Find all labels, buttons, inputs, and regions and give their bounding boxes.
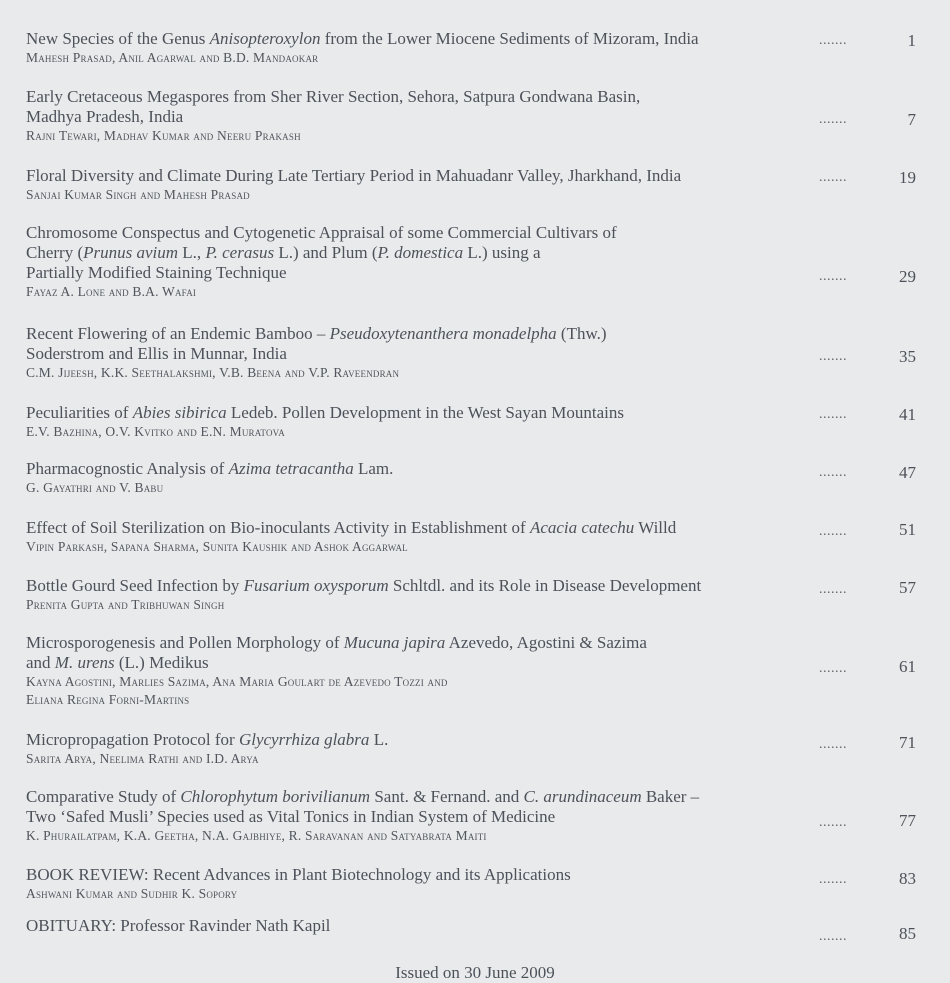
- article-authors: Rajni Tewari, Madhav Kumar and Neeru Prakash: [26, 128, 301, 143]
- page-number: 29: [899, 267, 916, 286]
- leader-dots: .......: [819, 815, 847, 830]
- article-authors: Mahesh Prasad, Anil Agarwal and B.D. Mandaokar: [26, 50, 319, 65]
- page-number: 19: [899, 168, 916, 187]
- page-number: 35: [899, 347, 916, 366]
- leader-dots: .......: [819, 582, 847, 597]
- article-authors: Prenita Gupta and Tribhuwan Singh: [26, 597, 225, 612]
- toc-entry: [26, 166, 926, 204]
- leader-dots: .......: [819, 929, 847, 944]
- article-title: Comparative Study of Chlorophytum borivilianum Sant. & Fernand. and C. arundinaceum Baker – Two ‘Safed Musli’ Species used as Vital Tonics in Indian System of Medicine: [26, 787, 700, 826]
- toc-entry: [26, 916, 926, 944]
- leader-dots: .......: [819, 349, 847, 364]
- article-title: Pharmacognostic Analysis of Azima tetracantha Lam.: [26, 459, 394, 478]
- article-title: Floral Diversity and Climate During Late Tertiary Period in Mahuadanr Valley, Jharkhand, India: [26, 166, 682, 185]
- article-title: Recent Flowering of an Endemic Bamboo – Pseudoxytenanthera monadelpha (Thw.) Soderstrom and Ellis in Munnar, India: [26, 324, 607, 363]
- page-number: 77: [899, 811, 916, 830]
- species-name: C. arundinaceum: [523, 787, 642, 806]
- toc-entry: [26, 576, 926, 614]
- page-number: 51: [899, 520, 916, 539]
- article-authors: Sarita Arya, Neelima Rathi and I.D. Arya: [26, 751, 259, 766]
- leader-dots: .......: [819, 872, 847, 887]
- species-name: Acacia catechu: [529, 518, 635, 537]
- article-authors: C.M. Jijeesh, K.K. Seethalakshmi, V.B. Beena and V.P. Raveendran: [26, 365, 400, 380]
- leader-dots: .......: [819, 661, 847, 676]
- species-name: P. domestica: [377, 243, 464, 262]
- article-title: Microsporogenesis and Pollen Morphology of Mucuna japira Azevedo, Agostini & Sazima and M. urens (L.) Medikus: [26, 633, 647, 672]
- article-title: Micropropagation Protocol for Glycyrrhiza glabra L.: [26, 730, 389, 749]
- leader-dots: .......: [819, 112, 847, 127]
- toc-entry: [26, 223, 926, 301]
- page-number: 57: [899, 578, 916, 597]
- species-name: Chlorophytum borivilianum: [180, 787, 371, 806]
- page-number: 83: [899, 869, 916, 888]
- leader-dots: .......: [819, 33, 847, 48]
- toc-entry: [26, 730, 926, 768]
- article-authors: Vipin Parkash, Sapana Sharma, Sunita Kaushik and Ashok Aggarwal: [26, 539, 408, 554]
- leader-dots: .......: [819, 737, 847, 752]
- species-name: Anisopteroxylon: [209, 29, 321, 48]
- toc-entry: [26, 403, 926, 441]
- leader-dots: .......: [819, 524, 847, 539]
- toc-entry: [26, 518, 926, 556]
- page-number: 71: [899, 733, 916, 752]
- species-name: Fusarium oxysporum: [243, 576, 389, 595]
- article-authors: Sanjai Kumar Singh and Mahesh Prasad: [26, 187, 250, 202]
- article-title: Effect of Soil Sterilization on Bio-inoculants Activity in Establishment of Acacia catechu Willd: [26, 518, 677, 537]
- article-authors: Kayna Agostini, Marlies Sazima, Ana Maria Goulart de Azevedo Tozzi and Eliana Regina Forni-Martins: [26, 674, 448, 707]
- toc-entry: [26, 865, 926, 903]
- page-number: 47: [899, 463, 916, 482]
- article-authors: E.V. Bazhina, O.V. Kvitko and E.N. Muratova: [26, 424, 285, 439]
- toc-entry: [26, 459, 926, 497]
- toc-entry: [26, 324, 926, 382]
- species-name: P. cerasus: [205, 243, 275, 262]
- article-title: New Species of the Genus Anisopteroxylon from the Lower Miocene Sediments of Mizoram, India: [26, 29, 699, 48]
- leader-dots: .......: [819, 170, 847, 185]
- article-title: Early Cretaceous Megaspores from Sher River Section, Sehora, Satpura Gondwana Basin, Madhya Pradesh, India: [26, 87, 641, 126]
- leader-dots: .......: [819, 465, 847, 480]
- issue-date: Issued on 30 June 2009: [395, 963, 555, 982]
- article-title: Chromosome Conspectus and Cytogenetic Appraisal of some Commercial Cultivars of Cherry (Prunus avium L., P. cerasus L.) and Plum (P. domestica L.) using a Partially Modified Staining Technique: [26, 223, 617, 282]
- species-name: Prunus avium: [83, 243, 179, 262]
- page-number: 1: [907, 31, 916, 50]
- species-name: Mucuna japira: [343, 633, 446, 652]
- page-number: 61: [899, 657, 916, 676]
- species-name: Abies sibirica: [132, 403, 227, 422]
- article-authors: G. Gayathri and V. Babu: [26, 480, 164, 495]
- article-authors: Ashwani Kumar and Sudhir K. Sopory: [26, 886, 238, 901]
- leader-dots: .......: [819, 269, 847, 284]
- article-authors: K. Phurailatpam, K.A. Geetha, N.A. Gajbhiye, R. Saravanan and Satyabrata Maiti: [26, 828, 487, 843]
- species-name: M. urens: [54, 653, 115, 672]
- species-name: Pseudoxytenanthera monadelpha: [329, 324, 557, 343]
- species-name: Glycyrrhiza glabra: [238, 730, 370, 749]
- article-authors: Fayaz A. Lone and B.A. Wafai: [26, 284, 197, 299]
- toc-entry: [26, 633, 926, 709]
- toc-entry: [26, 787, 926, 845]
- page-number: 7: [907, 110, 916, 129]
- article-title: Bottle Gourd Seed Infection by Fusarium oxysporum Schltdl. and its Role in Disease Development: [26, 576, 702, 595]
- article-title: Peculiarities of Abies sibirica Ledeb. Pollen Development in the West Sayan Mountains: [26, 403, 624, 422]
- page-number: 41: [899, 405, 916, 424]
- article-title: BOOK REVIEW: Recent Advances in Plant Biotechnology and its Applications: [26, 865, 571, 884]
- leader-dots: .......: [819, 407, 847, 422]
- toc-entry: [26, 29, 926, 67]
- toc-entry: [26, 87, 926, 145]
- page-number: 85: [899, 924, 916, 943]
- article-title: OBITUARY: Professor Ravinder Nath Kapil: [26, 916, 331, 935]
- species-name: Azima tetracantha: [228, 459, 354, 478]
